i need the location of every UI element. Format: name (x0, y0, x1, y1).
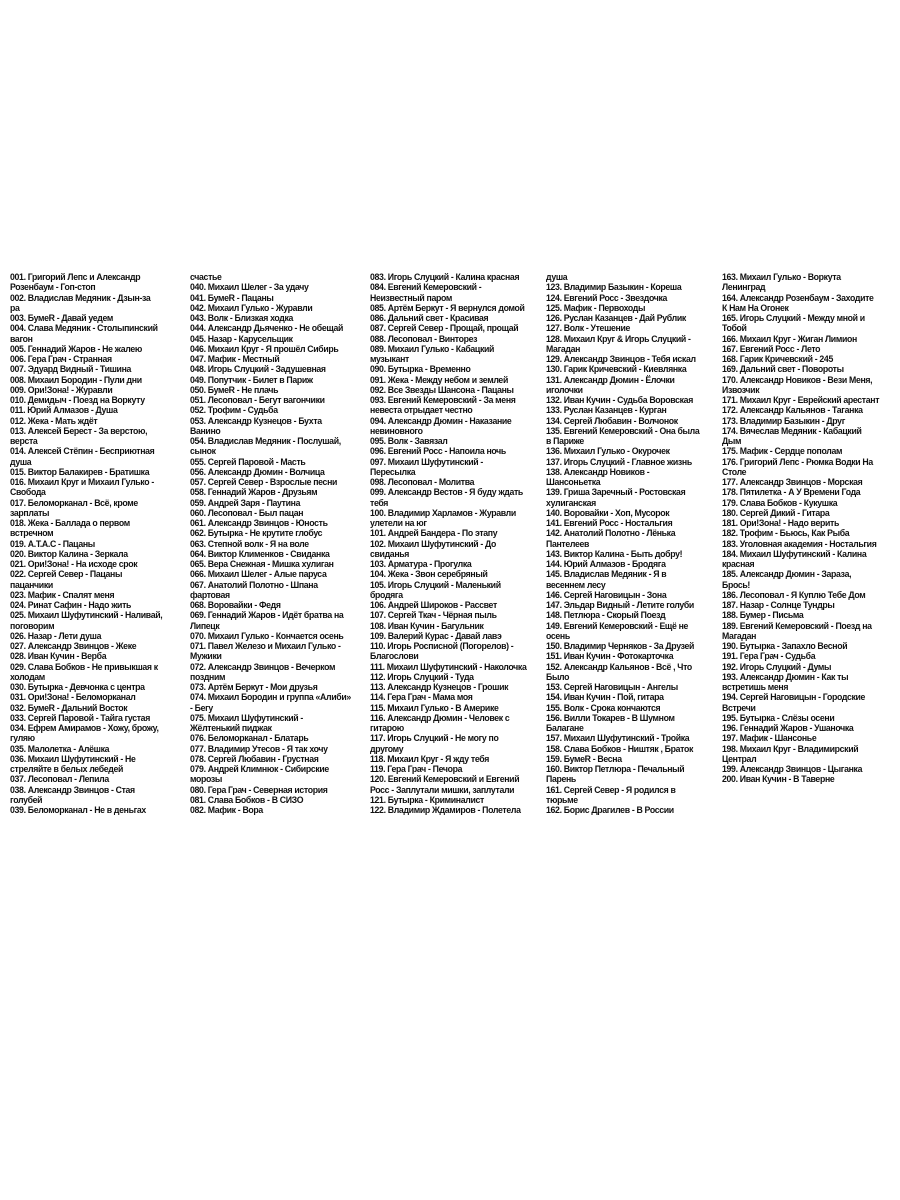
track-line: 101. Андрей Бандера - По этапу (370, 528, 498, 539)
track-line: 017. Беломорканал - Всё, кроме (10, 497, 138, 508)
track-line: поговорим (10, 620, 55, 631)
track-line: 161. Сергей Север - Я родился в (546, 784, 676, 795)
track-line: 159. БумеR - Весна (546, 753, 622, 764)
track-line: 030. Бутырка - Девчонка с центра (10, 682, 145, 692)
track-line: 045. Назар - Карусельщик (190, 333, 293, 344)
track-line: 083. Игорь Слуцкий - Калина красная (370, 272, 520, 282)
track-line: 130. Гарик Кричевский - Киевлянка (546, 364, 687, 375)
track-line: 162. Борис Драгилев - В России (546, 805, 674, 815)
track-line: 076. Беломорканал - Блатарь (190, 733, 309, 744)
track-line: 091. Жека - Между небом и землей (370, 374, 508, 385)
track-line: Розенбаум - Гоп-стоп (10, 282, 96, 293)
track-line: 121. Бутырка - Криминалист (370, 794, 484, 805)
track-line: Балагане (546, 723, 584, 733)
track-line: 132. Иван Кучин - Судьба Воровская (546, 395, 693, 405)
track-line: Свобода (10, 487, 46, 498)
track-line: Липецк (190, 620, 220, 631)
track-line: 020. Виктор Калина - Зеркала (10, 548, 128, 559)
track-line: встречном (10, 528, 54, 539)
track-line: 056. Александр Дюмин - Волчица (190, 466, 325, 477)
track-line: 006. Гера Грач - Странная (10, 354, 112, 364)
track-line: 064. Виктор Клименков - Свиданка (190, 548, 330, 559)
track-line: 087. Сергей Север - Прощай, прощай (370, 323, 519, 334)
track-line: 015. Виктор Балакирев - Братишка (10, 466, 150, 477)
track-line: Пантелеев (546, 538, 590, 549)
track-line: 031. Ори!Зона! - Беломорканал (10, 692, 136, 703)
track-line: 085. Артём Беркут - Я вернулся домой (370, 302, 525, 313)
track-line: 120. Евгений Кемеровский и Евгений (370, 774, 520, 785)
track-line: 173. Владимир Базыкин - Друг (722, 415, 846, 426)
track-line: 174. Вячеслав Медяник - Кабацкий (722, 425, 862, 436)
track-line: стреляйте в белых лебедей (10, 764, 124, 774)
track-line: 040. Михаил Шелег - За удачу (190, 282, 309, 293)
track-line: 187. Назар - Солнце Тундры (722, 600, 835, 610)
track-line: 131. Александр Дюмин - Ёлочки (546, 374, 675, 385)
track-line: 095. Волк - Завязал (370, 436, 448, 446)
track-line: 151. Иван Кучин - Фотокарточка (546, 651, 674, 662)
track-line: 021. Ори!Зона! - На исходе срок (10, 559, 138, 569)
track-line: 155. Волк - Срока кончаются (546, 702, 661, 713)
track-line: 033. Сергей Паровой - Тайга густая (10, 712, 150, 723)
track-line: 061. Александр Звинцов - Юность (190, 518, 328, 528)
track-line: 043. Волк - Близкая ходка (190, 313, 294, 323)
track-line: 092. Все Звезды Шансона - Пацаны (370, 384, 514, 395)
tracklist-sheet (0, 272, 900, 932)
track-line: 158. Слава Бобков - Ништяк , Браток (546, 743, 693, 754)
track-line: Росс - Заплутали мишки, заплутали (370, 784, 515, 795)
track-line: голубей (10, 794, 43, 805)
track-line: 007. Эдуард Видный - Тишина (10, 364, 132, 375)
track-line: 122. Владимир Ждамиров - Полетела (370, 805, 521, 815)
track-line: 071. Павел Железо и Михаил Гулько - (190, 641, 341, 651)
track-line: душа (10, 456, 32, 467)
track-line: 157. Михаил Шуфутинский - Тройка (546, 733, 690, 744)
track-line: 118. Михаил Круг - Я жду тебя (370, 753, 489, 764)
track-line: К Нам На Огонек (722, 302, 789, 313)
track-line: 066. Михаил Шелег - Алые паруса (190, 569, 327, 580)
track-line: 147. Эльдар Видный - Летите голуби (546, 600, 694, 610)
track-line: 044. Александр Дьяченко - Не обещай (190, 323, 344, 334)
track-line: 088. Лесоповал - Винторез (370, 333, 478, 344)
track-line: 197. Мафик - Шансонье (722, 733, 817, 744)
track-line: 143. Виктор Калина - Быть добру! (546, 548, 683, 559)
track-line: 181. Ори!Зона! - Надо верить (722, 518, 839, 528)
track-line: 042. Михаил Гулько - Журавли (190, 302, 313, 313)
tracklist-column-3 (370, 272, 535, 815)
track-line: 199. Александр Звинцов - Цыганка (722, 764, 863, 774)
track-line: 067. Анатолий Полотно - Шпана (190, 579, 318, 590)
track-line: Ванино (190, 425, 221, 436)
track-line: 004. Слава Медяник - Столыпинский (10, 323, 158, 334)
track-line: 097. Михаил Шуфутинский - (370, 456, 483, 467)
track-line: 038. Александр Звинцов - Стая (10, 784, 135, 795)
track-line: Брось! (722, 579, 750, 590)
track-line: 119. Гера Грач - Печора (370, 764, 463, 774)
track-line: 129. Александр Звинцов - Тебя искал (546, 354, 696, 364)
track-line: музыкант (370, 354, 409, 364)
track-line: 078. Сергей Любавин - Грустная (190, 753, 319, 764)
track-line: 104. Жека - Звон серебряный (370, 569, 488, 580)
track-line: 192. Игорь Слуцкий - Думы (722, 661, 832, 672)
track-line: 133. Руслан Казанцев - Курган (546, 405, 667, 416)
track-line: Магадан (722, 630, 757, 641)
track-line: 188. Бумер - Письма (722, 610, 804, 621)
track-line: 189. Евгений Кемеровский - Поезд на (722, 620, 872, 631)
track-line: 198. Михаил Круг - Владимирский (722, 743, 859, 754)
track-line: невиновного (370, 425, 423, 436)
track-line: 183. Уголовная академия - Ностальгия (722, 538, 877, 549)
track-line: ра (10, 302, 20, 313)
track-line: Столе (722, 466, 747, 477)
track-line: 114. Гера Грач - Мама моя (370, 692, 473, 703)
track-line: 036. Михаил Шуфутинский - Не (10, 753, 136, 764)
track-line: верста (10, 436, 38, 446)
track-line: 054. Владислав Медяник - Послушай, (190, 436, 341, 446)
track-line: 125. Мафик - Первоходы (546, 302, 646, 313)
track-line: 190. Бутырка - Запахло Весной (722, 641, 848, 651)
tracklist-column-4 (546, 272, 711, 815)
track-line: 069. Геннадий Жаров - Идёт братва на (190, 610, 344, 621)
track-line: морозы (190, 774, 223, 785)
track-line: 086. Дальний свет - Красивая (370, 313, 489, 323)
track-line: красная (722, 559, 755, 569)
track-line: 011. Юрий Алмазов - Душа (10, 405, 118, 416)
track-line: 137. Игорь Слуцкий - Главное жизнь (546, 456, 692, 467)
track-line: 103. Арматура - Прогулка (370, 559, 472, 569)
track-line: 107. Сергей Ткач - Чёрная пыль (370, 610, 497, 621)
track-line: вагон (10, 333, 33, 344)
track-line: 039. Беломорканал - Не в деньгах (10, 805, 146, 815)
track-line: Парень (546, 774, 576, 785)
track-line: 171. Михаил Круг - Еврейский арестант (722, 395, 880, 405)
track-line: 154. Иван Кучин - Пой, гитара (546, 692, 664, 703)
track-line: 123. Владимир Базыкин - Кореша (546, 282, 682, 293)
track-line: 077. Владимир Утесов - Я так хочу (190, 743, 328, 754)
track-line: 052. Трофим - Судьба (190, 405, 278, 416)
track-line: 025. Михаил Шуфутинский - Наливай, (10, 610, 163, 621)
track-line: 089. Михаил Гулько - Кабацкий (370, 343, 495, 354)
track-line: 184. Михаил Шуфутинский - Калина (722, 548, 867, 559)
track-line: 027. Александр Звинцов - Жеке (10, 641, 137, 651)
track-line: 135. Евгений Кемеровский - Она была (546, 425, 700, 436)
track-line: 136. Михаил Гулько - Окурочек (546, 446, 670, 457)
track-line: 051. Лесоповал - Бегут вагончики (190, 395, 325, 405)
track-line: 165. Игорь Слуцкий - Между мной и (722, 313, 865, 323)
track-line: Шансоньетка (546, 477, 601, 487)
track-line: 023. Мафик - Спалят меня (10, 589, 115, 600)
track-line: Было (546, 671, 570, 682)
track-line: иголочки (546, 384, 583, 395)
track-line: 098. Лесоповал - Молитва (370, 477, 475, 487)
track-line: 099. Александр Вестов - Я буду ждать (370, 487, 523, 498)
track-line: 053. Александр Кузнецов - Бухта (190, 415, 322, 426)
track-line: 177. Александр Звинцов - Морская (722, 477, 863, 487)
track-line: 196. Геннадий Жаров - Ушаночка (722, 723, 854, 733)
track-line: Дым (722, 436, 742, 446)
track-line: 150. Владимир Черняков - За Друзей (546, 641, 695, 651)
track-line: 146. Сергей Наговицын - Зона (546, 589, 667, 600)
track-line: 156. Вилли Токарев - В Шумном (546, 712, 675, 723)
track-line: в Париже (546, 436, 584, 446)
track-line: 022. Сергей Север - Пацаны (10, 569, 123, 580)
track-line: 100. Владимир Харламов - Журавли (370, 507, 516, 518)
track-line: 075. Михаил Шуфутинский - (190, 712, 303, 723)
track-line: поздним (190, 671, 226, 682)
track-line: Жёлтенький пиджак (190, 723, 272, 733)
track-line: 182. Трофим - Бьюсь, Как Рыба (722, 528, 850, 539)
track-line: 073. Артём Беркут - Мои друзья (190, 682, 318, 692)
track-line: 140. Воровайки - Хоп, Мусорок (546, 507, 670, 518)
track-line: 179. Слава Бобков - Кукушка (722, 497, 838, 508)
track-line: другому (370, 743, 404, 754)
track-line: 127. Волк - Утешение (546, 323, 631, 334)
track-line: 113. Александр Кузнецов - Грошик (370, 682, 509, 692)
track-line: - Бегу (190, 702, 213, 713)
track-line: 072. Александр Звинцов - Вечерком (190, 661, 336, 672)
track-line: 026. Назар - Лети душа (10, 630, 102, 641)
track-line: тюрьме (546, 794, 578, 805)
track-line: 014. Алексей Стёпин - Бесприютная (10, 446, 155, 457)
track-line: 160. Виктор Петлюра - Печальный (546, 764, 685, 774)
track-line: 003. БумеR - Давай уедем (10, 313, 114, 323)
track-line: 193. Александр Дюмин - Как ты (722, 671, 849, 682)
track-line: 094. Александр Дюмин - Наказание (370, 415, 512, 426)
track-line: 008. Михаил Бородин - Пули дни (10, 374, 142, 385)
track-line: Мужики (190, 651, 222, 662)
track-line: 012. Жека - Мать ждёт (10, 415, 98, 426)
tracklist-column-5 (722, 272, 887, 785)
track-line: 105. Игорь Слуцкий - Маленький (370, 579, 501, 590)
track-line: 194. Сергей Наговицын - Городские (722, 692, 866, 703)
track-line: 013. Алексей Берест - За верстою, (10, 425, 148, 436)
track-line: 041. БумеR - Пацаны (190, 292, 274, 303)
track-line: Встречи (722, 702, 756, 713)
track-line: 166. Михаил Круг - Жиган Лимион (722, 333, 857, 344)
track-line: 060. Лесоповал - Был пацан (190, 507, 304, 518)
track-line: Тобой (722, 323, 747, 334)
track-line: 028. Иван Кучин - Верба (10, 651, 107, 662)
track-line: 080. Гера Грач - Северная история (190, 784, 328, 795)
track-line: 176. Григорий Лепс - Рюмка Водки На (722, 456, 873, 467)
track-line: осень (546, 630, 570, 641)
track-line: 090. Бутырка - Временно (370, 364, 471, 375)
track-line: 062. Бутырка - Не крутите глобус (190, 528, 323, 539)
track-line: 164. Александр Розенбаум - Заходите (722, 292, 874, 303)
track-line: 032. БумеR - Дальний Восток (10, 702, 128, 713)
track-line: зарплаты (10, 507, 50, 518)
track-line: 065. Вера Снежная - Мишка хулиган (190, 559, 334, 569)
track-line: 093. Евгений Кемеровский - За меня (370, 395, 516, 405)
track-line: счастье (190, 272, 222, 282)
track-line: 068. Воровайки - Федя (190, 600, 281, 610)
track-line: 074. Михаил Бородин и группа «Алиби» (190, 692, 351, 703)
track-line: 047. Мафик - Местный (190, 354, 280, 364)
track-line: 106. Андрей Широков - Рассвет (370, 600, 497, 610)
track-line: 002. Владислав Медяник - Дзын-за (10, 292, 151, 303)
track-line: 144. Юрий Алмазов - Бродяга (546, 559, 666, 569)
track-line: 057. Сергей Север - Взрослые песни (190, 477, 338, 487)
track-line: 110. Игорь Росписной (Погорелов) - (370, 641, 514, 651)
track-line: 200. Иван Кучин - В Таверне (722, 774, 835, 785)
track-line: 029. Слава Бобков - Не привыкшая к (10, 661, 158, 672)
track-line: 139. Гриша Заречный - Ростовская (546, 487, 686, 498)
track-line: Благослови (370, 651, 419, 662)
track-line: бродяга (370, 589, 403, 600)
track-line: 009. Ори!Зона! - Журавли (10, 384, 113, 395)
track-line: 167. Евгений Росс - Лето (722, 343, 821, 354)
track-line: 048. Игорь Слуцкий - Задушевная (190, 364, 326, 375)
track-line: 081. Слава Бобков - В СИЗО (190, 794, 304, 805)
track-line: 170. Александр Новиков - Вези Меня, (722, 374, 873, 385)
track-line: 019. А.Т.А.С - Пацаны (10, 538, 95, 549)
track-line: 149. Евгений Кемеровский - Ещё не (546, 620, 689, 631)
track-line: 153. Сергей Наговицын - Ангелы (546, 682, 678, 692)
track-line: 046. Михаил Круг - Я прошёл Сибирь (190, 343, 339, 354)
track-line: 186. Лесоповал - Я Куплю Тебе Дом (722, 589, 866, 600)
track-line: 001. Григорий Лепс и Александр (10, 272, 141, 282)
tracklist-column-2 (190, 272, 355, 815)
track-line: 082. Мафик - Вора (190, 805, 263, 815)
track-line: 096. Евгений Росс - Напоила ночь (370, 446, 506, 457)
track-line: 037. Лесоповал - Лепила (10, 774, 109, 785)
track-line: тебя (370, 497, 389, 508)
track-line: 191. Гера Грач - Судьба (722, 651, 816, 662)
track-line: фартовая (190, 589, 230, 600)
track-line: 195. Бутырка - Слёзы осени (722, 712, 835, 723)
track-line: невеста отрыдает честно (370, 405, 473, 416)
track-line: 084. Евгений Кемеровский - (370, 282, 482, 293)
track-line: 124. Евгений Росс - Звездочка (546, 292, 668, 303)
track-line: 185. Александр Дюмин - Зараза, (722, 569, 852, 580)
track-line: гитарою (370, 723, 404, 733)
track-line: 152. Александр Кальянов - Всё , Что (546, 661, 692, 672)
track-line: 141. Евгений Росс - Ностальгия (546, 518, 673, 528)
track-line: 018. Жека - Баллада о первом (10, 518, 130, 528)
track-line: весеннем лесу (546, 579, 606, 590)
track-line: 175. Мафик - Сердце пополам (722, 446, 843, 457)
track-line: улетели на юг (370, 518, 427, 528)
track-line: холодам (10, 671, 45, 682)
track-line: 063. Степной волк - Я на воле (190, 538, 309, 549)
track-line: хулиганская (546, 497, 596, 508)
track-line: 059. Андрей Заря - Паутина (190, 497, 301, 508)
track-line: сынок (190, 446, 216, 457)
track-line: 126. Руслан Казанцев - Дай Рублик (546, 313, 686, 323)
track-line: 111. Михаил Шуфутинский - Наколочка (370, 661, 527, 672)
track-line: 117. Игорь Слуцкий - Не могу по (370, 733, 499, 744)
track-line: 034. Ефрем Амирамов - Хожу, брожу, (10, 723, 159, 733)
track-line: 180. Сергей Дикий - Гитара (722, 507, 830, 518)
track-line: 163. Михаил Гулько - Воркута (722, 272, 841, 282)
track-line: 116. Александр Дюмин - Человек с (370, 712, 510, 723)
track-line: 024. Ринат Сафин - Надо жить (10, 600, 132, 610)
track-line: 169. Дальний свет - Повороты (722, 364, 844, 375)
track-line: 035. Малолетка - Алёшка (10, 743, 110, 754)
track-line: встретишь меня (722, 682, 789, 692)
track-line: 005. Геннадий Жаров - Не жалею (10, 343, 143, 354)
track-line: 145. Владислав Медяник - Я в (546, 569, 667, 580)
tracklist-column-1 (10, 272, 175, 815)
track-line: 016. Михаил Круг и Михаил Гулько - (10, 477, 154, 487)
track-line: 109. Валерий Курас - Давай лавэ (370, 630, 502, 641)
track-line: 134. Сергей Любавин - Волчонок (546, 415, 678, 426)
track-line: 142. Анатолий Полотно - Лёнька (546, 528, 676, 539)
track-line: Централ (722, 753, 757, 764)
track-line: Извозчик (722, 384, 760, 395)
track-line: 148. Петлюра - Скорый Поезд (546, 610, 666, 621)
track-line: 055. Сергей Паровой - Масть (190, 456, 306, 467)
track-line: Магадан (546, 343, 581, 354)
track-line: 050. БумеR - Не плачь (190, 384, 279, 395)
track-line: Пересылка (370, 466, 416, 477)
track-line: пацанчики (10, 579, 53, 590)
track-line: 128. Михаил Круг & Игорь Слуцкий - (546, 333, 691, 344)
track-line: 070. Михаил Гулько - Кончается осень (190, 630, 344, 641)
track-line: 168. Гарик Кричевский - 245 (722, 354, 833, 364)
track-line: Неизвестный паром (370, 292, 452, 303)
track-line: 010. Демидыч - Поезд на Воркуту (10, 395, 145, 405)
track-line: 058. Геннадий Жаров - Друзьям (190, 487, 318, 498)
track-line: 049. Попутчик - Билет в Париж (190, 374, 313, 385)
track-line: 172. Александр Кальянов - Таганка (722, 405, 863, 416)
track-line: 138. Александр Новиков - (546, 466, 650, 477)
track-line: свиданья (370, 548, 410, 559)
track-line: душа (546, 272, 568, 282)
track-line: 102. Михаил Шуфутинский - До (370, 538, 497, 549)
track-line: 115. Михаил Гулько - В Америке (370, 702, 499, 713)
track-line: 112. Игорь Слуцкий - Туда (370, 671, 474, 682)
track-line: Ленинград (722, 282, 766, 293)
track-line: 108. Иван Кучин - Багульник (370, 620, 484, 631)
track-line: 178. Пятилетка - А У Времени Года (722, 487, 861, 498)
track-line: гуляю (10, 733, 35, 744)
track-line: 079. Андрей Климнюк - Сибирские (190, 764, 329, 774)
